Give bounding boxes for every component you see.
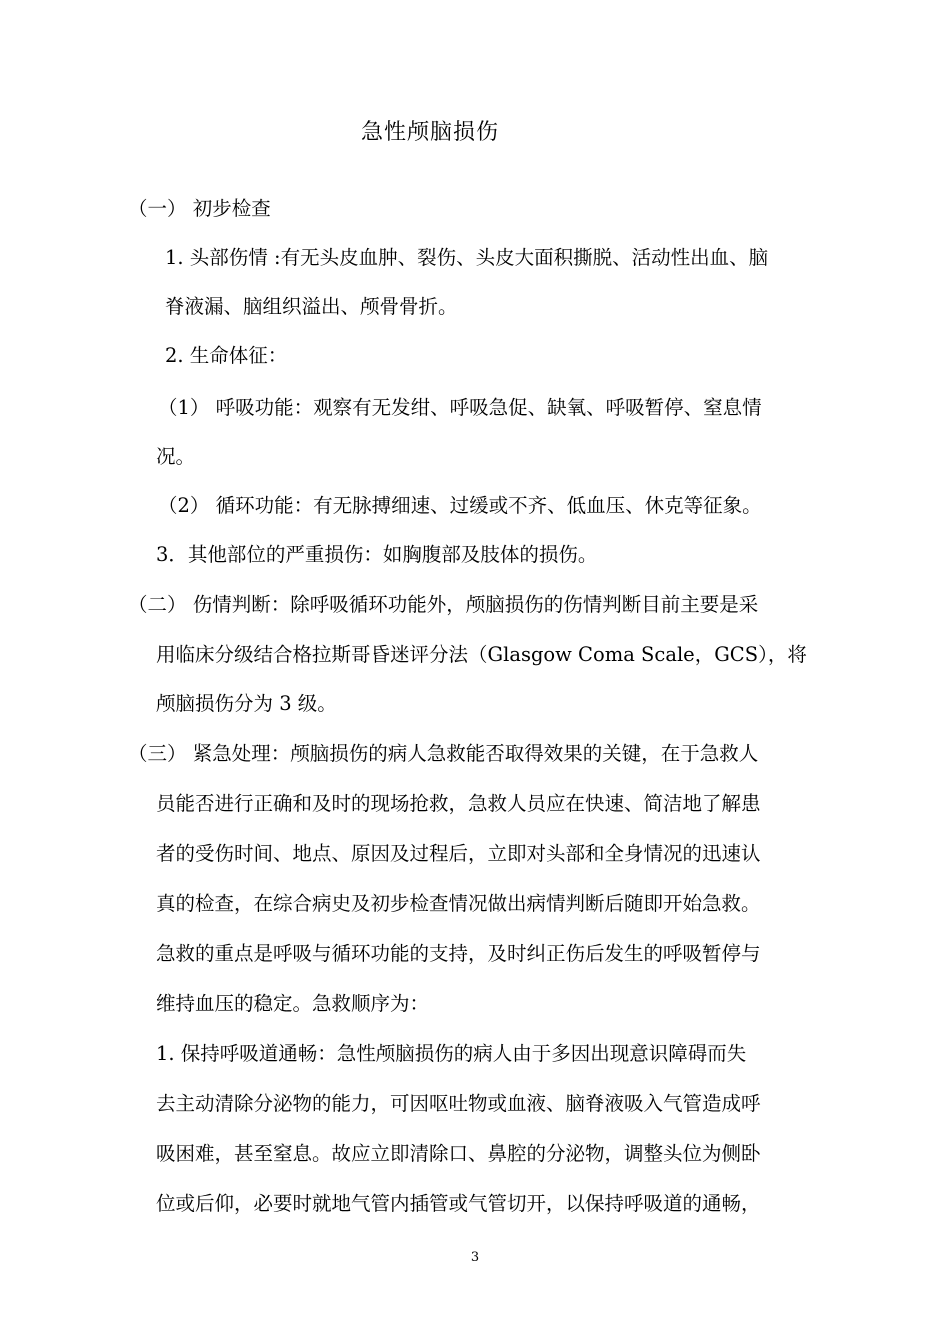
paragraph-line: 急救的重点是呼吸与循环功能的支持，及时纠正伤后发生的呼吸暂停与 [156,942,761,965]
section-heading-2: （二） 伤情判断：除呼吸循环功能外，颅脑损伤的伤情判断目前主要是采 [128,593,759,616]
document-title: 急性颅脑损伤 [360,120,499,145]
paragraph-line: 真的检查，在综合病史及初步检查情况做出病情判断后随即开始急救。 [156,892,761,915]
paragraph-line: 脊液漏、脑组织溢出、颅骨骨折。 [165,295,458,318]
paragraph-line: 况。 [156,445,196,468]
paragraph-line: 者的受伤时间、地点、原因及过程后，立即对头部和全身情况的迅速认 [156,842,761,865]
paragraph-line: 颅脑损伤分为 3 级。 [156,692,337,715]
paragraph-line: 去主动清除分泌物的能力，可因呕吐物或血液、脑脊液吸入气管造成呼 [156,1092,761,1115]
paragraph-line: 位或后仰，必要时就地气管内插管或气管切开，以保持呼吸道的通畅， [156,1192,761,1215]
section-heading-3: （三） 紧急处理：颅脑损伤的病人急救能否取得效果的关键，在于急救人 [128,742,759,765]
paragraph-line: （2） 循环功能：有无脉搏细速、过缓或不齐、低血压、休克等征象。 [158,494,762,517]
paragraph-line: 3．其他部位的严重损伤：如胸腹部及肢体的损伤。 [156,543,598,566]
paragraph-line: （1） 呼吸功能：观察有无发绀、呼吸急促、缺氧、呼吸暂停、窒息情 [158,396,762,419]
paragraph-line: 维持血压的稳定。急救顺序为： [156,992,430,1015]
page-number: 3 [470,1250,480,1265]
paragraph-line: 用临床分级结合格拉斯哥昏迷评分法（Glasgow Coma Scale，GCS），将 [156,643,807,666]
paragraph-line: 员能否进行正确和及时的现场抢救，急救人员应在快速、简洁地了解患 [156,792,761,815]
paragraph-line: 1. 保持呼吸道通畅：急性颅脑损伤的病人由于多因出现意识障碍而失 [156,1042,747,1065]
paragraph-line: 1. 头部伤情 :有无头皮血肿、裂伤、头皮大面积撕脱、活动性出血、脑 [165,246,769,269]
paragraph-line: 2. 生命体征： [165,344,288,367]
paragraph-line: 吸困难，甚至窒息。故应立即清除口、鼻腔的分泌物，调整头位为侧卧 [156,1142,761,1165]
section-heading-1: （一） 初步检查 [128,197,271,220]
